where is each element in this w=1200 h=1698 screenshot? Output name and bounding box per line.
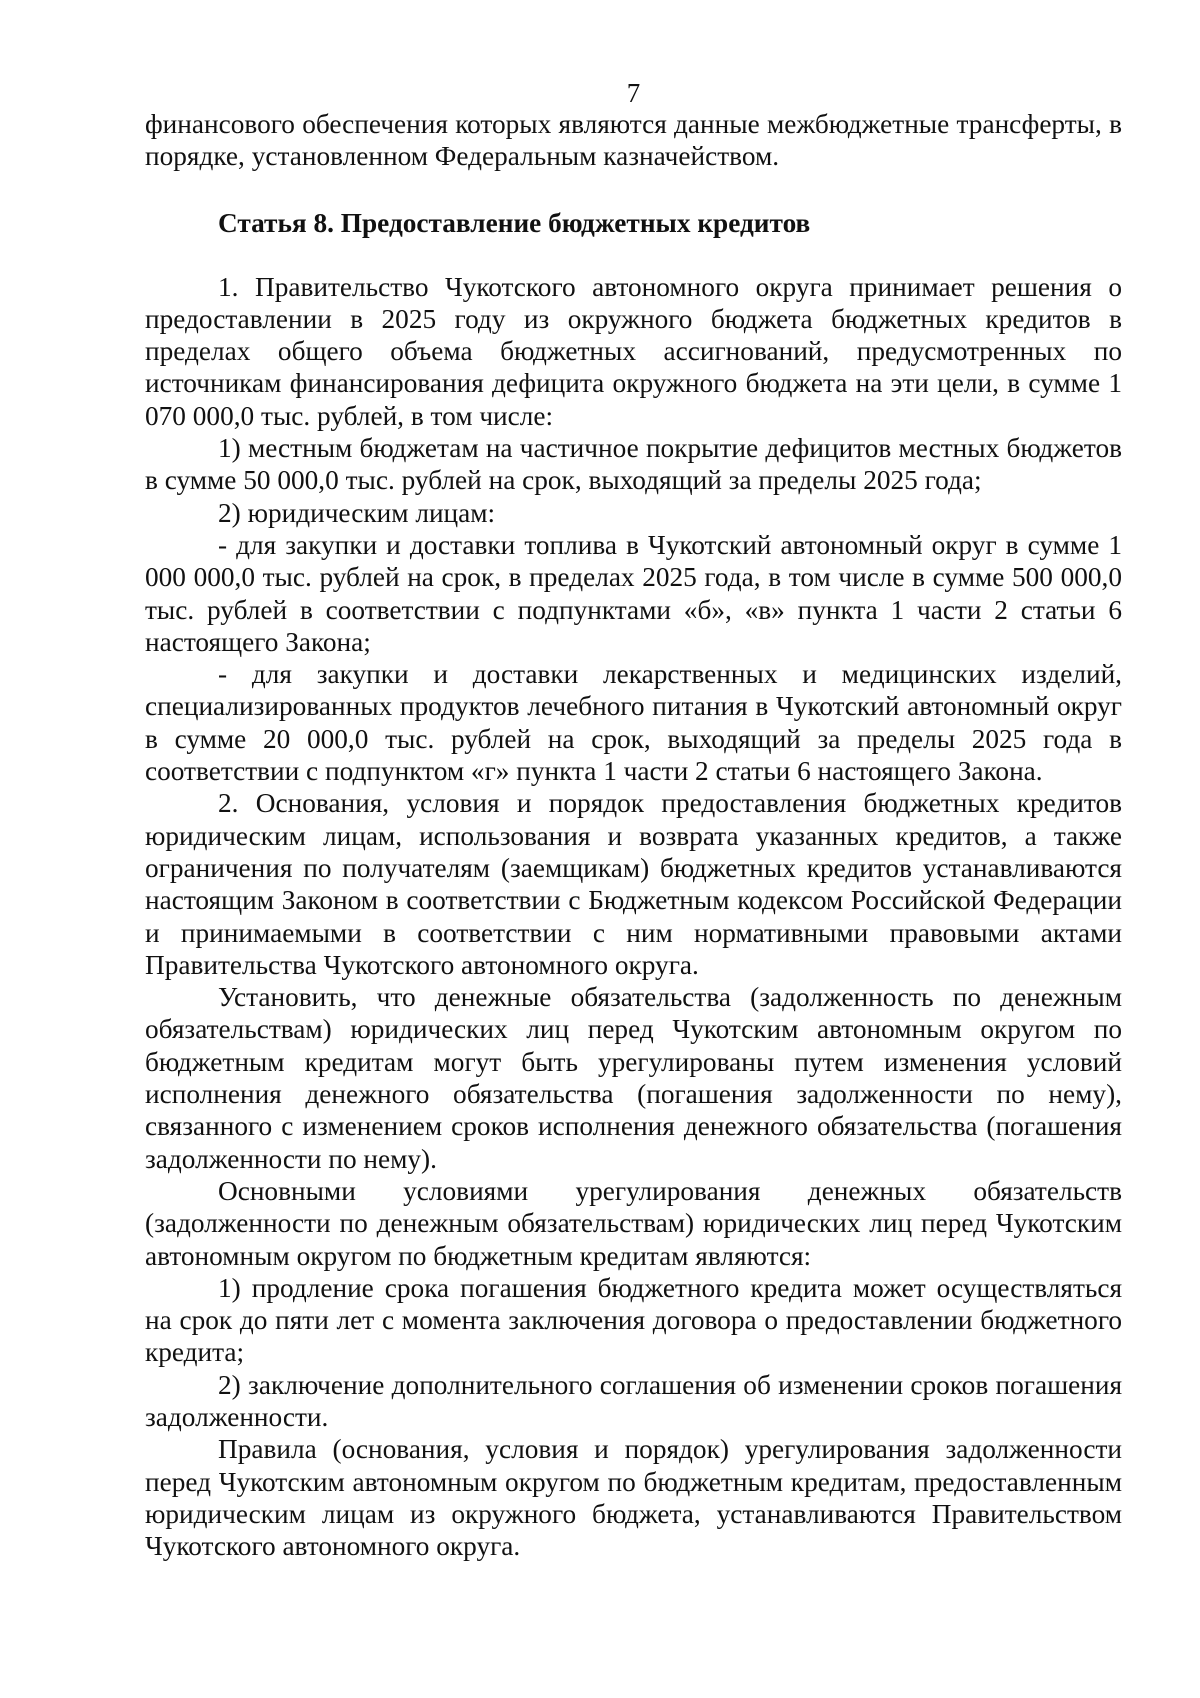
article-paragraph-4: - для закупки и доставки топлива в Чукотский автономный округ в сумме 1 000 000,0 тыс. рублей на срок, в пределах 2025 года, в том числе в сумме 500 000,0 тыс. рублей в соответствии с подпунктами «б», «в» пункта 1 части 2 статьи 6 настоящего Закона; <box>145 529 1122 657</box>
article-paragraph-6: 2. Основания, условия и порядок предоставления бюджетных кредитов юридическим лицам, использования и возврата указанных кредитов, а также ограничения по получателям (заемщикам) бюджетных кредитов устанавливаются настоящим Законом в соответствии с Бюджетным кодексом Российской Федерации и принимаемыми в соответствии с ним нормативными правовыми актами Правительства Чукотского автономного округа. <box>145 788 1122 980</box>
continuation-paragraph: финансового обеспечения которых являются данные межбюджетные трансферты, в порядке, установленном Федеральным казначейством. <box>145 109 1122 172</box>
article-paragraph-3: 2) юридическим лицам: <box>218 497 496 528</box>
article-paragraph-5: - для закупки и доставки лекарственных и медицинских изделий, специализированных продуктов лечебного питания в Чукотский автономный округ в сумме 20 000,0 тыс. рублей на срок, выходящий за пределы 2025 года в соответствии с подпунктом «г» пункта 1 части 2 статьи 6 настоящего Закона. <box>145 659 1122 787</box>
article-paragraph-10: 2) заключение дополнительного соглашения об изменении сроков погашения задолженности. <box>145 1369 1122 1432</box>
document-page <box>145 78 1122 1562</box>
article-paragraph-9: 1) продление срока погашения бюджетного кредита может осуществляться на срок до пяти лет с момента заключения договора о предоставлении бюджетного кредита; <box>145 1272 1122 1368</box>
page-number: 7 <box>626 78 641 108</box>
article-paragraph-8: Основными условиями урегулирования денежных обязательств (задолженности по денежным обязательствам) юридических лиц перед Чукотским автономным округом по бюджетным кредитам являются: <box>145 1175 1122 1271</box>
article-paragraph-2: 1) местным бюджетам на частичное покрытие дефицитов местных бюджетов в сумме 50 000,0 тыс. рублей на срок, выходящий за пределы 2025 года; <box>145 433 1122 496</box>
article-paragraph-11: Правила (основания, условия и порядок) урегулирования задолженности перед Чукотским автономным округом по бюджетным кредитам, предоставленным юридическим лицам из окружного бюджета, устанавливаются Правительством Чукотского автономного округа. <box>145 1434 1122 1562</box>
article-paragraph-1: 1. Правительство Чукотского автономного округа принимает решения о предоставлении в 2025 году из окружного бюджета бюджетных кредитов в пределах общего объема бюджетных ассигнований, предусмотренных по источникам финансирования дефицита окружного бюджета на эти цели, в сумме 1 070 000,0 тыс. рублей, в том числе: <box>145 271 1122 431</box>
article-paragraph-7: Установить, что денежные обязательства (задолженность по денежным обязательствам) юридических лиц перед Чукотским автономным округом по бюджетным кредитам могут быть урегулированы путем изменения условий исполнения денежного обязательства (погашения задолженности по нему), связанного с изменением сроков исполнения денежного обязательства (погашения задолженности по нему). <box>145 982 1122 1174</box>
article-heading: Статья 8. Предоставление бюджетных кредитов <box>218 207 811 238</box>
